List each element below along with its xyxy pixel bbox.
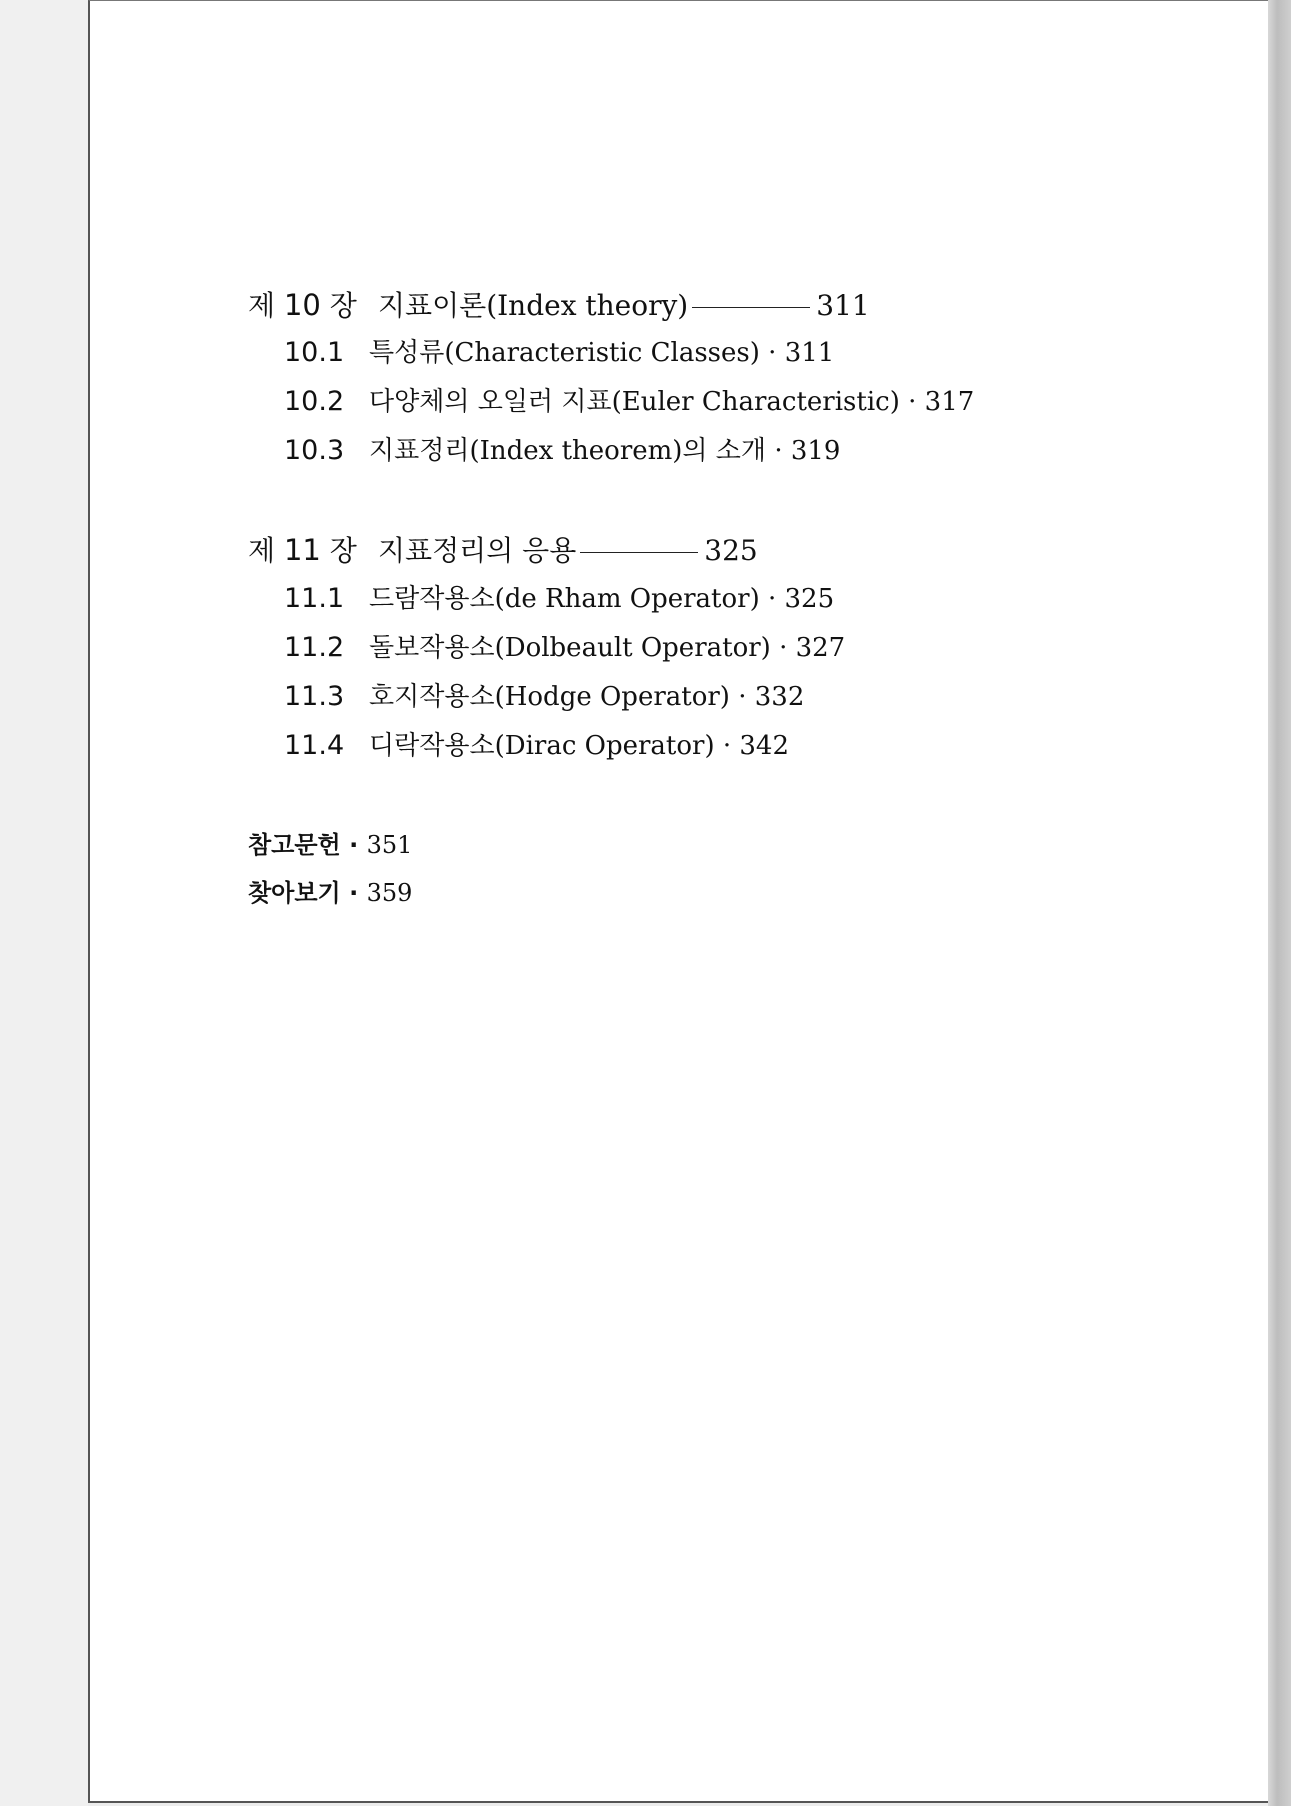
separator: · xyxy=(774,436,783,466)
index-entry[interactable] xyxy=(248,878,412,908)
separator: · xyxy=(738,682,747,712)
section-page: 327 xyxy=(795,633,846,663)
section-11-1[interactable] xyxy=(284,583,834,615)
leader-line xyxy=(692,307,810,309)
separator: · xyxy=(908,387,917,417)
viewer-margin xyxy=(0,0,88,1806)
chapter-number: 11 xyxy=(283,533,321,567)
chapter-number: 10 xyxy=(283,288,321,322)
back-matter-page: 359 xyxy=(366,879,413,907)
section-number: 10.3 xyxy=(284,435,345,466)
chapter-11-heading[interactable] xyxy=(248,533,758,568)
section-10-1[interactable] xyxy=(284,337,834,369)
chapter-page: 325 xyxy=(704,534,758,567)
chapter-label xyxy=(248,533,378,568)
separator: · xyxy=(349,831,359,859)
section-number: 11.1 xyxy=(284,583,345,614)
section-title: 특성류(Characteristic Classes) xyxy=(369,338,760,368)
section-page: 317 xyxy=(924,387,975,417)
section-10-3[interactable] xyxy=(284,435,840,467)
chapter-suffix: 장 xyxy=(329,534,357,567)
page-edge-shadow xyxy=(1268,0,1291,1806)
chapter-prefix: 제 xyxy=(248,289,276,322)
section-title: 지표정리(Index theorem)의 소개 xyxy=(369,436,767,466)
chapter-10-heading[interactable] xyxy=(248,288,870,323)
separator: · xyxy=(768,338,777,368)
section-11-2[interactable] xyxy=(284,632,845,664)
separator: · xyxy=(779,633,788,663)
back-matter-title: 찾아보기 xyxy=(248,879,341,907)
section-page: 342 xyxy=(739,731,790,761)
references-entry[interactable] xyxy=(248,830,412,860)
section-number: 10.2 xyxy=(284,386,345,417)
section-number: 11.2 xyxy=(284,632,345,663)
separator: · xyxy=(767,584,777,614)
chapter-suffix: 장 xyxy=(329,289,357,322)
chapter-prefix: 제 xyxy=(248,534,276,567)
separator: · xyxy=(349,879,359,907)
section-title: 디락작용소(Dirac Operator) xyxy=(369,731,715,761)
chapter-page: 311 xyxy=(816,289,870,322)
section-11-4[interactable] xyxy=(284,730,789,762)
chapter-label xyxy=(248,288,378,323)
section-page: 319 xyxy=(790,436,841,466)
chapter-title: 지표정리의 응용 xyxy=(378,534,577,567)
separator: · xyxy=(722,731,732,761)
section-title: 다양체의 오일러 지표(Euler Characteristic) xyxy=(369,387,900,417)
back-matter-page: 351 xyxy=(366,831,413,859)
leader-line xyxy=(580,552,698,554)
back-matter-title: 참고문헌 xyxy=(248,831,341,859)
section-page: 325 xyxy=(784,584,835,614)
section-11-3[interactable] xyxy=(284,681,804,713)
section-title: 호지작용소(Hodge Operator) xyxy=(369,682,730,712)
section-number: 11.4 xyxy=(284,730,345,761)
section-page: 332 xyxy=(754,682,805,712)
section-title: 돌보작용소(Dolbeault Operator) xyxy=(369,633,771,663)
chapter-title: 지표이론(Index theory) xyxy=(378,289,689,322)
section-number: 10.1 xyxy=(284,337,345,368)
section-10-2[interactable] xyxy=(284,386,974,418)
section-page: 311 xyxy=(784,338,835,368)
section-number: 11.3 xyxy=(284,681,345,712)
section-title: 드람작용소(de Rham Operator) xyxy=(369,584,760,614)
